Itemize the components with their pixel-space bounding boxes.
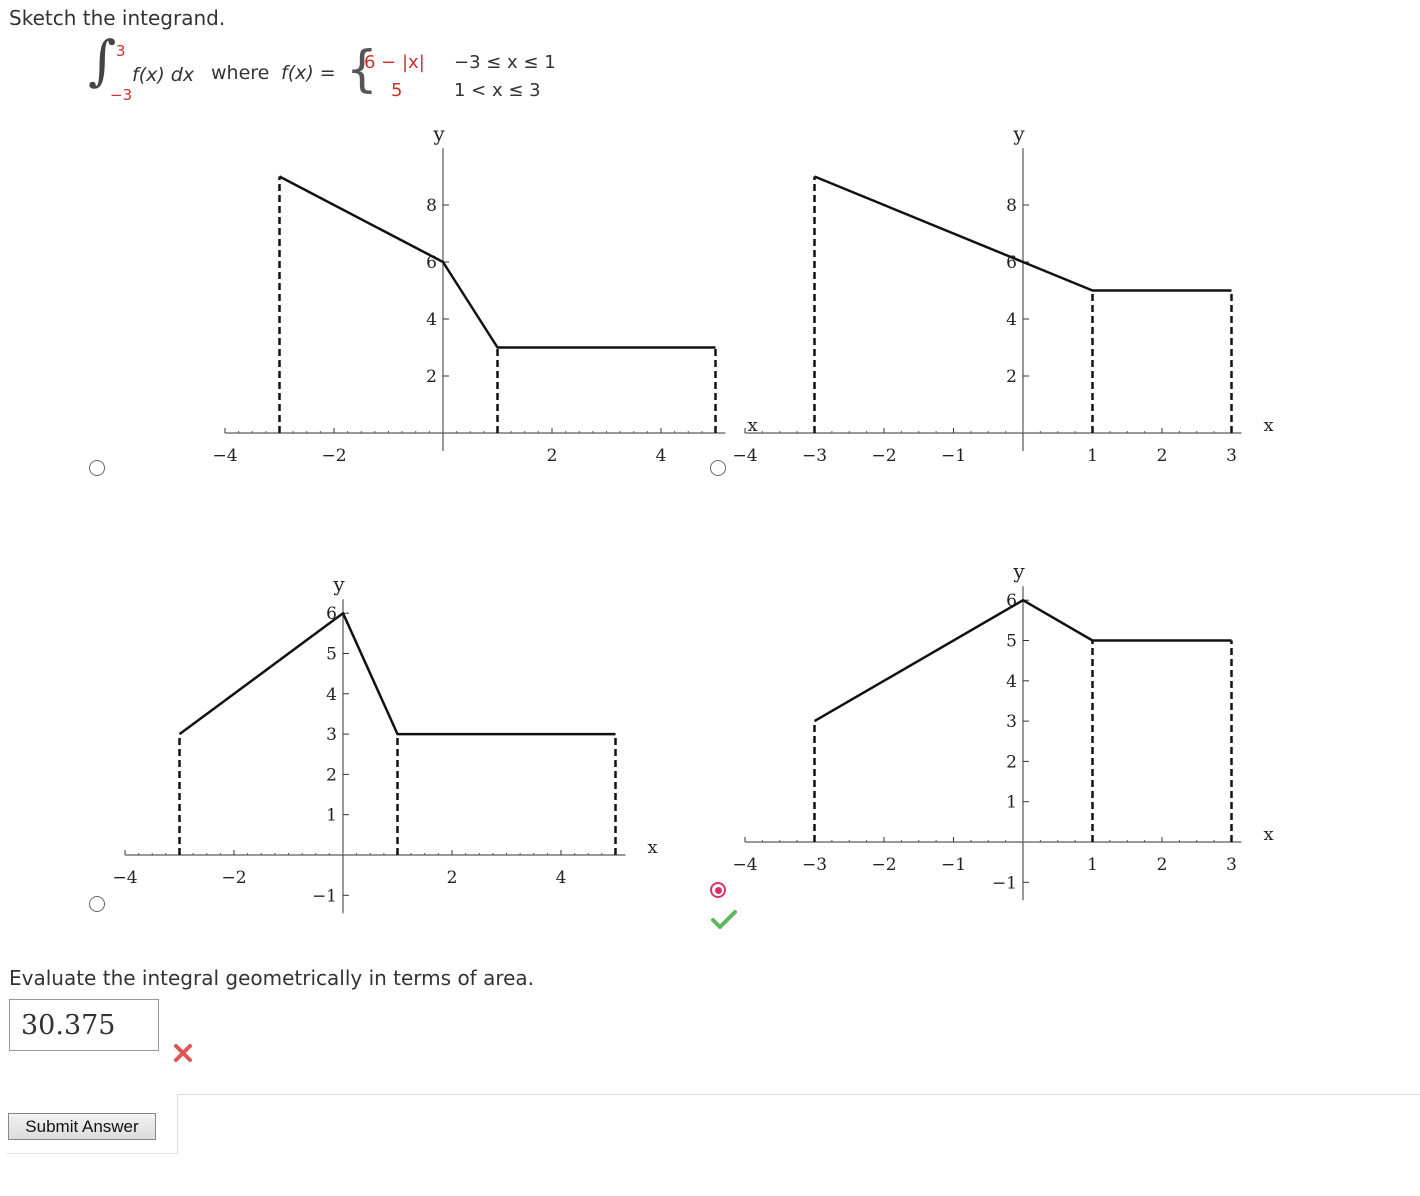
piece2-expression: 5 (391, 80, 403, 101)
answer-input[interactable] (9, 999, 159, 1051)
y-axis-label: y (1013, 559, 1025, 584)
x-tick-label: 1 (1087, 446, 1098, 466)
piece2-condition: 1 < x ≤ 3 (454, 80, 541, 101)
x-axis-label: x (1263, 415, 1274, 436)
question-text: Evaluate the integral geometrically in terms of area. (9, 966, 535, 990)
x-axis-label: x (747, 415, 758, 436)
x-tick-label: −4 (732, 446, 758, 466)
x-tick-label: 3 (1226, 446, 1237, 466)
x-axis-label: x (1263, 824, 1274, 845)
x-tick-label: −2 (321, 446, 347, 466)
function-line (280, 177, 716, 348)
x-tick-label: −4 (732, 855, 758, 875)
y-tick-label: 4 (326, 684, 337, 705)
x-tick-label: −4 (112, 868, 138, 888)
choice-graph-3 (100, 550, 660, 920)
submit-button[interactable]: Submit Answer (8, 1113, 156, 1140)
y-tick-label: 6 (1006, 591, 1017, 612)
choice-graph-2 (720, 120, 1280, 480)
y-tick-label: 6 (1006, 253, 1017, 273)
prompt-text: Sketch the integrand. (9, 6, 226, 30)
where-text: where (211, 62, 270, 84)
x-tick-label: −4 (212, 446, 238, 466)
divider (177, 1094, 1420, 1095)
x-tick-label: 2 (1156, 855, 1168, 875)
y-tick-label: −1 (311, 886, 337, 907)
y-tick-label: 5 (326, 644, 337, 665)
y-tick-label: 6 (426, 253, 437, 273)
y-axis-label: y (333, 572, 345, 597)
choice-radio-2[interactable] (710, 460, 726, 476)
integral-sign-icon: ∫ (88, 29, 117, 92)
y-tick-label: −1 (991, 873, 1017, 894)
function-label: f(x) = (281, 62, 336, 84)
y-tick-label: 4 (1006, 671, 1017, 692)
x-tick-label: −3 (801, 855, 828, 875)
integrand: f(x) dx (132, 64, 195, 86)
y-axis-label: y (433, 121, 445, 146)
y-tick-label: 2 (1006, 752, 1017, 773)
piecewise-brace-icon: { (346, 40, 378, 98)
x-tick-label: −2 (871, 446, 897, 466)
choice-radio-4[interactable] (710, 882, 726, 898)
x-tick-label: −1 (940, 446, 967, 466)
upper-limit: 3 (116, 42, 126, 60)
x-tick-label: −3 (801, 446, 828, 466)
choice-graph-4 (720, 540, 1280, 910)
y-tick-label: 6 (326, 604, 337, 625)
function-line (180, 613, 616, 734)
y-tick-label: 8 (1006, 196, 1017, 216)
y-tick-label: 3 (1006, 712, 1017, 733)
divider (6, 1153, 178, 1154)
integral-expression (88, 29, 608, 110)
y-tick-label: 4 (1006, 310, 1017, 330)
x-tick-label: 2 (1156, 446, 1168, 466)
choice-radio-3[interactable] (89, 896, 105, 912)
y-tick-label: 8 (426, 196, 437, 216)
x-tick-label: −1 (940, 855, 967, 875)
x-tick-label: 4 (655, 446, 667, 466)
check-icon (711, 908, 737, 930)
y-tick-label: 1 (326, 805, 337, 826)
y-tick-label: 3 (326, 725, 337, 746)
x-tick-label: 2 (446, 868, 458, 888)
choice-radio-1[interactable] (89, 460, 105, 476)
y-tick-label: 2 (326, 765, 337, 786)
piece1-expression: 6 − |x| (364, 52, 425, 73)
y-tick-label: 2 (1006, 367, 1017, 387)
divider (177, 1094, 178, 1154)
choice-graph-1 (100, 120, 758, 480)
x-icon (172, 1042, 194, 1064)
y-tick-label: 1 (1006, 792, 1017, 813)
x-tick-label: 2 (546, 446, 558, 466)
lower-limit: −3 (110, 86, 133, 104)
piece1-condition: −3 ≤ x ≤ 1 (454, 52, 556, 73)
x-tick-label: −2 (871, 855, 897, 875)
y-tick-label: 2 (426, 367, 437, 387)
x-tick-label: 1 (1087, 855, 1098, 875)
x-axis-label: x (647, 837, 658, 858)
x-tick-label: 4 (555, 868, 567, 888)
y-tick-label: 5 (1006, 631, 1017, 652)
y-axis-label: y (1013, 121, 1025, 146)
x-tick-label: −2 (221, 868, 247, 888)
x-tick-label: 3 (1226, 855, 1237, 875)
y-tick-label: 4 (426, 310, 437, 330)
